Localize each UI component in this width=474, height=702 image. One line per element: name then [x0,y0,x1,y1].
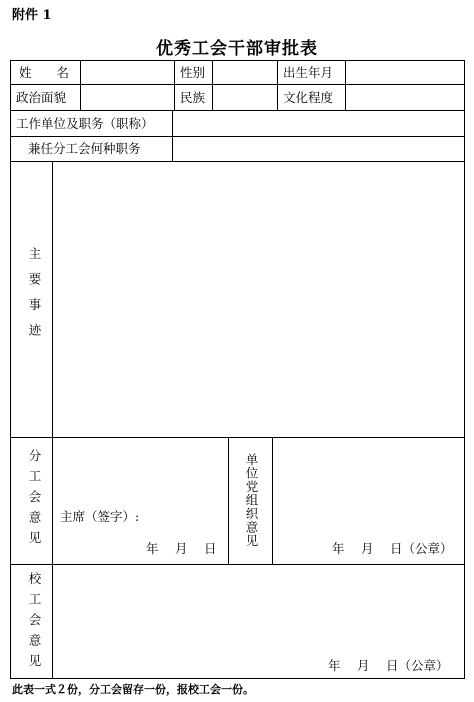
col-divider [277,61,278,110]
party-org-opinion-label: 单位党组织意见 [244,453,259,548]
education-field[interactable] [346,85,464,110]
concurrent-position-field[interactable] [173,137,464,161]
name-field[interactable] [81,61,174,84]
party-org-date: 年 月 日（公章） [332,541,453,556]
col-divider [174,61,175,110]
main-deeds-field[interactable] [53,162,464,437]
work-unit-field[interactable] [173,111,464,136]
form-title: 优秀工会干部审批表 [156,39,318,59]
political-status-field[interactable] [81,85,174,110]
political-status-label: 政治面貌 [16,90,67,105]
concurrent-position-label: 兼任分工会何种职务 [28,141,141,156]
birth-date-field[interactable] [346,61,464,84]
approval-form-table [10,60,465,679]
annex-label: 附件 1 [12,8,52,23]
work-unit-label: 工作单位及职务（职称） [16,116,154,131]
birth-date-label: 出生年月 [283,65,334,80]
ethnicity-field[interactable] [213,85,277,110]
gender-label: 性别 [180,65,206,80]
ethnicity-label: 民族 [180,90,206,105]
school-union-date: 年 月 日（公章） [328,658,449,673]
main-deeds-label: 主要事迹 [27,247,42,349]
col-divider [228,437,229,564]
name-label: 姓 名 [19,65,70,80]
education-label: 文化程度 [283,90,334,105]
branch-union-date: 年 月 日 [146,541,217,556]
school-union-opinion-label: 校工会意见 [27,572,42,675]
branch-union-opinion-label: 分工会意见 [27,449,42,552]
footer-note: 此表一式２份，分工会留存一份，报校工会一份。 [12,683,254,696]
chairman-signature-label: 主席（签字）: [60,509,140,524]
gender-field[interactable] [213,61,277,84]
